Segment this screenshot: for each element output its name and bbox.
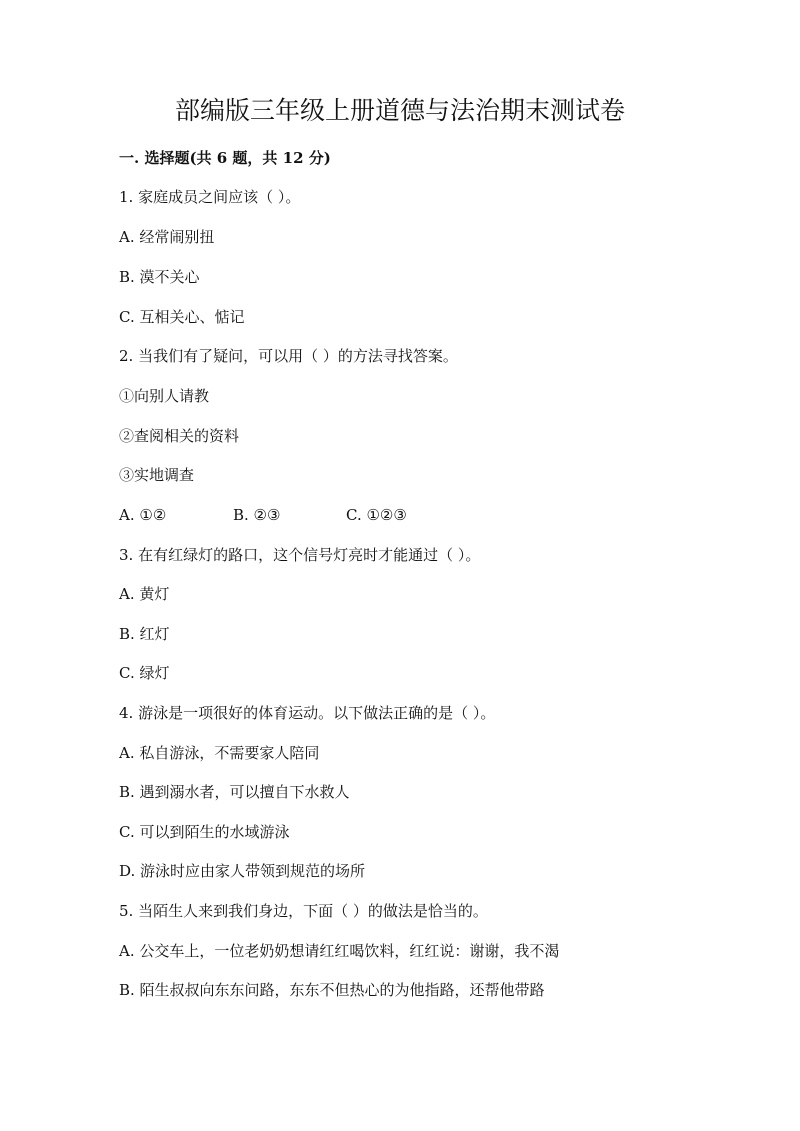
question-2-option-c: C. ①②③ [346, 506, 407, 524]
question-2-stem: 2. 当我们有了疑问，可以用（ ）的方法寻找答案。 [119, 347, 458, 365]
question-4-option-d: D. 游泳时应由家人带领到规范的场所 [119, 862, 366, 880]
question-3-stem: 3. 在有红绿灯的路口，这个信号灯亮时才能通过（ ）。 [119, 546, 481, 564]
question-2-item-3: ③实地调查 [119, 466, 195, 484]
question-1-option-a: A. 经常闹别扭 [119, 228, 215, 246]
question-2-option-b: B. ②③ [233, 506, 281, 524]
question-2-item-1: ①向别人请教 [119, 387, 210, 405]
question-4-option-c: C. 可以到陌生的水域游泳 [119, 823, 290, 841]
question-1-option-c: C. 互相关心、惦记 [119, 308, 245, 326]
question-5-option-a: A. 公交车上，一位老奶奶想请红红喝饮料，红红说：谢谢，我不渴 [119, 942, 560, 960]
question-5-stem: 5. 当陌生人来到我们身边，下面（ ）的做法是恰当的。 [119, 902, 488, 920]
question-3-option-a: A. 黄灯 [119, 585, 170, 603]
question-4-option-a: A. 私自游泳，不需要家人陪同 [119, 744, 320, 762]
question-3-option-c: C. 绿灯 [119, 664, 170, 682]
question-5-option-b: B. 陌生叔叔向东东问路，东东不但热心的为他指路，还帮他带路 [119, 981, 545, 999]
question-2-options-row [119, 504, 519, 526]
page-title: 部编版三年级上册道德与法治期末测试卷 [174, 96, 625, 125]
question-2-item-2: ②查阅相关的资料 [119, 427, 240, 445]
question-2-option-a: A. ①② [119, 506, 167, 524]
question-4-option-b: B. 遇到溺水者，可以擅自下水救人 [119, 783, 350, 801]
question-4-stem: 4. 游泳是一项很好的体育运动。以下做法正确的是（ ）。 [119, 704, 496, 722]
question-1-stem: 1. 家庭成员之间应该（ ）。 [119, 188, 301, 206]
section-heading: 一. 选择题(共 6 题，共 12 分) [119, 149, 331, 167]
question-3-option-b: B. 红灯 [119, 625, 170, 643]
question-1-option-b: B. 漠不关心 [119, 268, 200, 286]
